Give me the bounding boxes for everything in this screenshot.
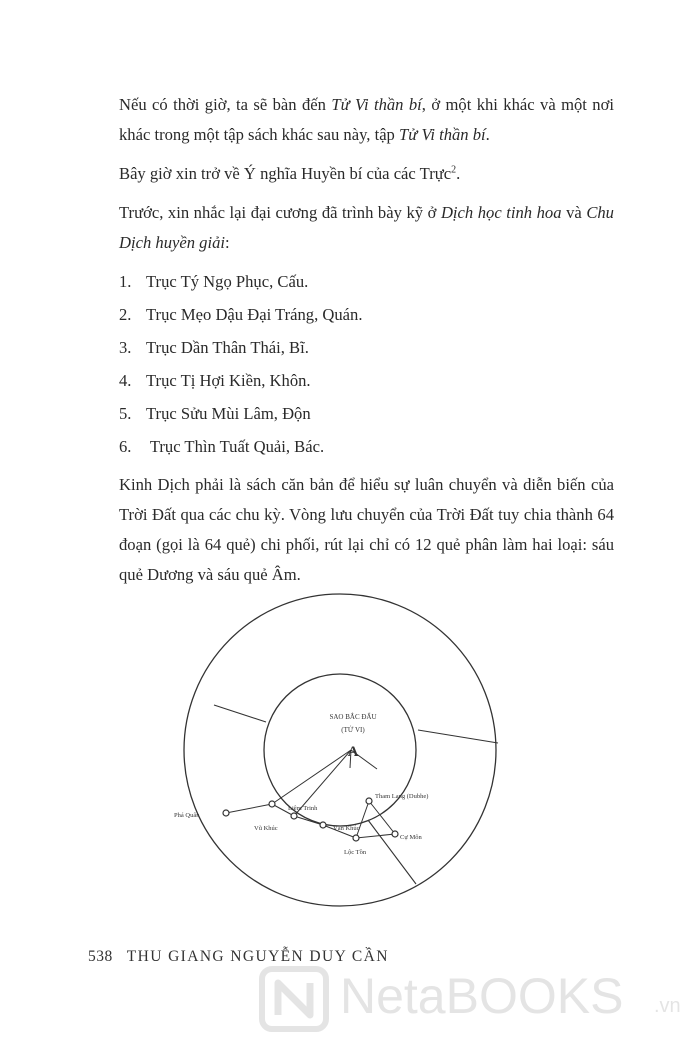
- list-number: 1.: [119, 272, 132, 291]
- center-label-2: (TỬ VI): [341, 726, 365, 734]
- p1-text-c: , ở một khi khác và một nơi khác trong một tập sách khác sau này, tập: [119, 95, 614, 144]
- p2-text-b: .: [456, 164, 461, 183]
- list-text: Trục Tý Ngọ Phục, Cấu.: [146, 272, 309, 291]
- list-item: [119, 366, 614, 395]
- divider-right: [418, 730, 498, 743]
- label-cu-mon: Cự Môn: [400, 834, 422, 841]
- list-number: 5.: [119, 404, 132, 423]
- label-vu-khuc: Vũ Khúc: [254, 825, 278, 832]
- outer-circle: [184, 594, 496, 906]
- star-connectors: [226, 750, 395, 838]
- page-footer: [88, 948, 389, 966]
- list-number: 4.: [119, 371, 132, 390]
- list-number: 2.: [119, 305, 132, 324]
- star-liem-trinh-node: [269, 801, 275, 807]
- brand-logo-icon: [258, 965, 330, 1033]
- paragraph-3: [119, 198, 614, 258]
- list-text: Trục Sửu Mùi Lâm, Độn: [146, 404, 311, 423]
- paragraph-2: [119, 159, 614, 189]
- list-item: [119, 432, 614, 461]
- label-loc-ton: Lộc Tồn: [344, 849, 367, 856]
- watermark: [258, 965, 698, 1033]
- label-pha-quan: Phá Quân: [174, 812, 200, 819]
- list-item: [119, 399, 614, 428]
- list-item: [119, 333, 614, 362]
- list-text: Trục Dần Thân Thái, Bĩ.: [146, 338, 309, 357]
- star-pha-quan: [223, 810, 229, 816]
- list-number: 3.: [119, 338, 132, 357]
- axis-list: [119, 267, 614, 461]
- star-van-khuc: [320, 822, 326, 828]
- star-loc-ton: [353, 835, 359, 841]
- star-tham-lang: [366, 798, 372, 804]
- p3-text-c: và: [561, 203, 587, 222]
- list-text: Trục Tị Hợi Kiền, Khôn.: [146, 371, 311, 390]
- label-tham-lang: Tham Lang (Dubhe): [375, 793, 429, 800]
- star-cu-mon: [392, 831, 398, 837]
- list-text: Trục Thìn Tuất Quải, Bác.: [146, 437, 325, 456]
- inner-circle: [264, 674, 416, 826]
- paragraph-1: [119, 90, 614, 150]
- label-van-khuc: Văn Khúc: [333, 825, 360, 832]
- center-label-1: SAO BẮC ĐẨU: [329, 713, 377, 721]
- p1-text-e: .: [485, 125, 490, 144]
- p1-italic-title-2: Tử Vi thần bí: [399, 125, 486, 144]
- paragraph-4: Kinh Dịch phải là sách căn bản để hiểu sự luân chuyển và diễn biến của Trời Đất qua các chu kỳ. Vòng lưu chuyển của Trời Đất tuy chia thành 64 đoạn (gọi là 64 quẻ) chi phối, rút lại chỉ có 12 quẻ phân làm hai loại: sáu quẻ Dương và sáu quẻ Âm.: [119, 475, 614, 584]
- list-number: 6.: [119, 437, 132, 456]
- list-text: Trục Mẹo Dậu Đại Tráng, Quán.: [146, 305, 363, 324]
- body-text: [119, 90, 614, 599]
- p1-text-a: Nếu có thời giờ, ta sẽ bàn đến: [119, 95, 332, 114]
- watermark-suffix: .vn: [654, 995, 681, 1017]
- star-vu-khuc: [291, 813, 297, 819]
- list-item: [119, 267, 614, 296]
- watermark-brand: NetaBOOKS: [340, 968, 624, 1024]
- p3-italic-book-2: Chu Dịch huyền giải: [119, 203, 614, 252]
- pole-star-icon: A: [347, 744, 359, 760]
- footnote-ref: 2: [451, 164, 457, 176]
- author-name: THU GIANG NGUYỄN DUY CẦN: [126, 948, 389, 965]
- list-item: [119, 300, 614, 329]
- p3-italic-book-1: Dịch học tinh hoa: [440, 203, 562, 222]
- big-dipper-diagram: [170, 580, 510, 920]
- p3-text-a: Trước, xin nhắc lại đại cương đã trình bày kỹ ở: [119, 203, 441, 222]
- p1-italic-title-1: Tử Vi thần bí: [331, 95, 422, 114]
- label-liem-trinh: Liêm Trinh: [288, 805, 318, 812]
- p3-text-e: :: [225, 233, 230, 252]
- divider-left: [214, 705, 266, 722]
- page-number: 538: [88, 948, 113, 965]
- p2-text-a: Bây giờ xin trở về Ý nghĩa Huyền bí của các Trực: [119, 164, 452, 183]
